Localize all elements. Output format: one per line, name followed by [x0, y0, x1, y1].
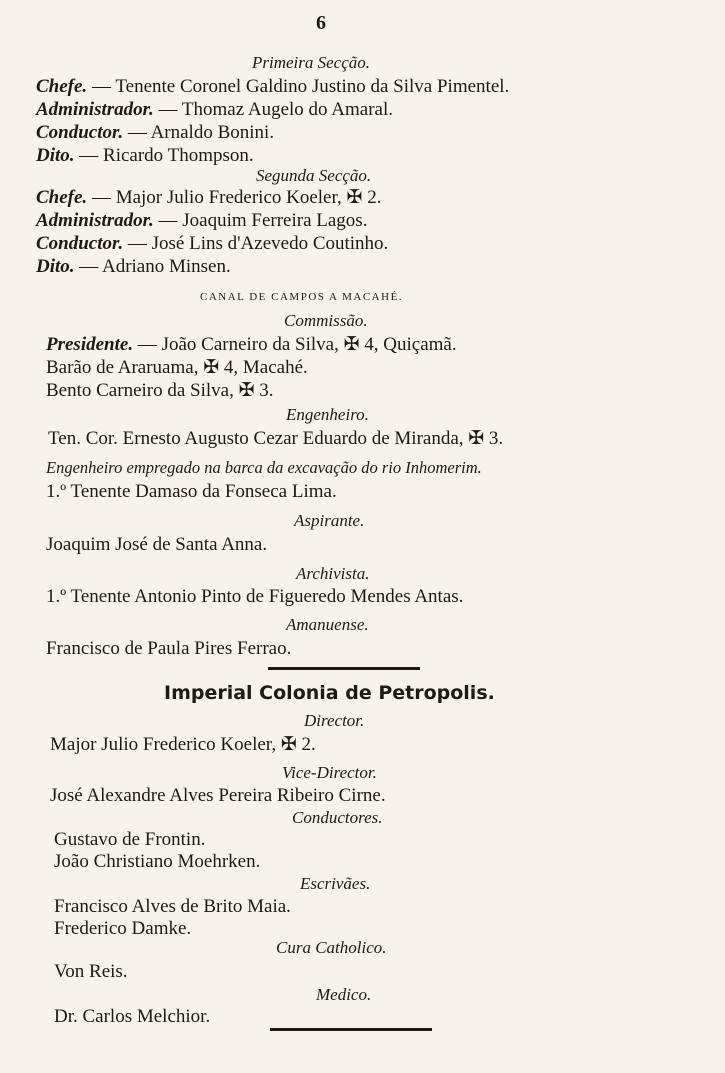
line-label: Conductor. — [36, 122, 124, 143]
section-divider-rule — [268, 667, 420, 670]
vice-director-entry: José Alexandre Alves Pereira Ribeiro Cirne. — [50, 785, 386, 806]
medico-entry: Dr. Carlos Melchior. — [54, 1006, 211, 1027]
section2-line-4 — [36, 256, 231, 278]
section1-line-3 — [36, 122, 274, 144]
line-text: Major Julio Frederico Koeler, ✠ 2. — [115, 187, 382, 208]
section1-line-2 — [36, 99, 393, 121]
line-separator: — — [74, 256, 102, 277]
commissao-member-3: Bento Carneiro da Silva, ✠ 3. — [46, 380, 274, 401]
line-separator: — — [123, 233, 152, 254]
section1-line-1 — [36, 76, 509, 98]
director-entry: Major Julio Frederico Koeler, ✠ 2. — [50, 734, 316, 755]
presidente-label: Presidente. — [46, 334, 134, 355]
line-separator: — — [87, 187, 116, 208]
aspirante-entry: Joaquim José de Santa Anna. — [46, 534, 268, 555]
line-label: Chefe. — [36, 187, 88, 208]
line-separator: — — [123, 122, 151, 143]
line-text: Ricardo Thompson. — [103, 145, 254, 166]
escrivaes-heading: Escrivães. — [300, 874, 371, 893]
line-text: José Lins d'Azevedo Coutinho. — [151, 233, 389, 254]
line-label: Administrador. — [36, 99, 154, 120]
engenheiro-barca-heading: Engenheiro empregado na barca da excavação do rio Inhomerim. — [46, 458, 482, 477]
bottom-rule — [270, 1028, 432, 1031]
line-label: Dito. — [36, 256, 75, 277]
presidente-text: — João Carneiro da Silva, ✠ 4, Quiçamã. — [133, 334, 457, 355]
section2-line-3 — [36, 233, 388, 255]
commissao-member-2: Barão de Araruama, ✠ 4, Macahé. — [46, 357, 308, 378]
amanuense-heading: Amanuense. — [286, 615, 369, 634]
line-separator: — — [153, 210, 183, 231]
line-label: Chefe. — [36, 76, 88, 97]
conductor-entry-2: João Christiano Moehrken. — [54, 851, 261, 872]
line-text: Tenente Coronel Galdino Justino da Silva Pimentel. — [115, 76, 510, 97]
line-label: Administrador. — [36, 210, 154, 231]
section1-heading: Primeira Secção. — [252, 53, 371, 72]
conductores-heading: Conductores. — [292, 808, 383, 827]
amanuense-entry: Francisco de Paula Pires Ferrao. — [46, 638, 292, 659]
section2-line-1 — [36, 187, 381, 209]
section2-line-2 — [36, 210, 367, 232]
director-heading: Director. — [304, 711, 365, 730]
vice-director-heading: Vice-Director. — [282, 763, 377, 782]
archivista-entry: 1.º Tenente Antonio Pinto de Figueredo Mendes Antas. — [46, 586, 464, 607]
engenheiro-heading: Engenheiro. — [286, 405, 369, 424]
colonia-title: Imperial Colonia de Petropolis. — [164, 682, 495, 704]
line-separator: — — [87, 76, 116, 97]
cura-heading: Cura Catholico. — [276, 938, 387, 957]
aspirante-heading: Aspirante. — [294, 511, 365, 530]
line-text: Thomaz Augelo do Amaral. — [181, 99, 393, 120]
line-separator: — — [74, 145, 104, 166]
engenheiro-entry: Ten. Cor. Ernesto Augusto Cezar Eduardo de Miranda, ✠ 3. — [48, 428, 504, 449]
conductor-entry-1: Gustavo de Frontin. — [54, 829, 206, 850]
engenheiro-barca-entry: 1.º Tenente Damaso da Fonseca Lima. — [46, 481, 337, 502]
medico-heading: Medico. — [316, 985, 372, 1004]
section1-line-4 — [36, 145, 254, 167]
escrivao-entry-1: Francisco Alves de Brito Maia. — [54, 896, 291, 917]
line-separator: — — [153, 99, 182, 120]
line-text: Adriano Minsen. — [101, 256, 231, 277]
line-label: Dito. — [36, 145, 75, 166]
line-text: Arnaldo Bonini. — [150, 122, 275, 143]
presidente-line — [46, 334, 457, 356]
line-label: Conductor. — [36, 233, 124, 254]
line-text: Joaquim Ferreira Lagos. — [182, 210, 368, 231]
section2-heading: Segunda Secção. — [256, 166, 372, 185]
cura-entry: Von Reis. — [54, 961, 128, 982]
archivista-heading: Archivista. — [296, 564, 370, 583]
canal-title: CANAL DE CAMPOS A MACAHÉ. — [200, 291, 404, 303]
page-number: 6 — [316, 12, 326, 34]
escrivao-entry-2: Frederico Damke. — [54, 918, 192, 939]
commissao-heading: Commissão. — [284, 311, 368, 330]
